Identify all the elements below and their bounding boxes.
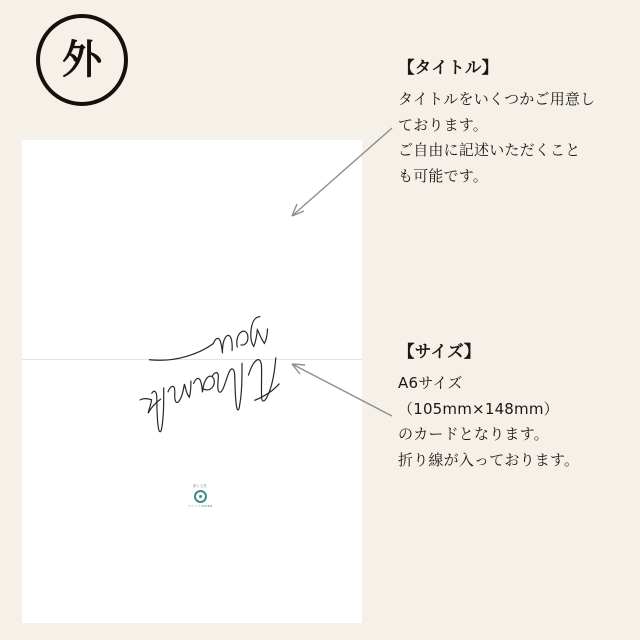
card-brand-logo: [182, 478, 218, 514]
annotation-title: [398, 56, 638, 190]
card-preview: [22, 140, 362, 623]
annotation-size-line-4: 折り線が入っております。: [398, 451, 580, 470]
annotation-title-heading: 【タイトル】: [398, 58, 499, 77]
annotation-title-line-2: ております。: [398, 115, 489, 134]
annotation-size-line-2: （105mm×148mm）: [398, 399, 559, 418]
annotation-title-line-4: も可能です。: [398, 167, 489, 186]
ring-dot-logo-icon: [194, 490, 207, 503]
outside-badge-label: 外: [62, 37, 102, 83]
annotation-title-line-3: ご自由に記述いただくこと: [398, 141, 581, 160]
annotation-size-line-1: A6サイズ: [398, 373, 463, 392]
annotation-title-body: [398, 87, 638, 190]
logo-top-text: 紙と文具: [193, 483, 207, 488]
annotation-size-heading: 【サイズ】: [398, 342, 481, 361]
annotation-title-line-1: タイトルをいくつかご用意し: [398, 89, 596, 108]
annotation-size-body: [398, 371, 638, 474]
logo-bottom-text: ココノワ PAPER: [187, 504, 213, 509]
annotation-size-line-3: のカードとなります。: [398, 425, 549, 444]
outside-badge: [36, 14, 128, 106]
card-script-text: [100, 336, 300, 446]
annotation-size: [398, 340, 638, 474]
